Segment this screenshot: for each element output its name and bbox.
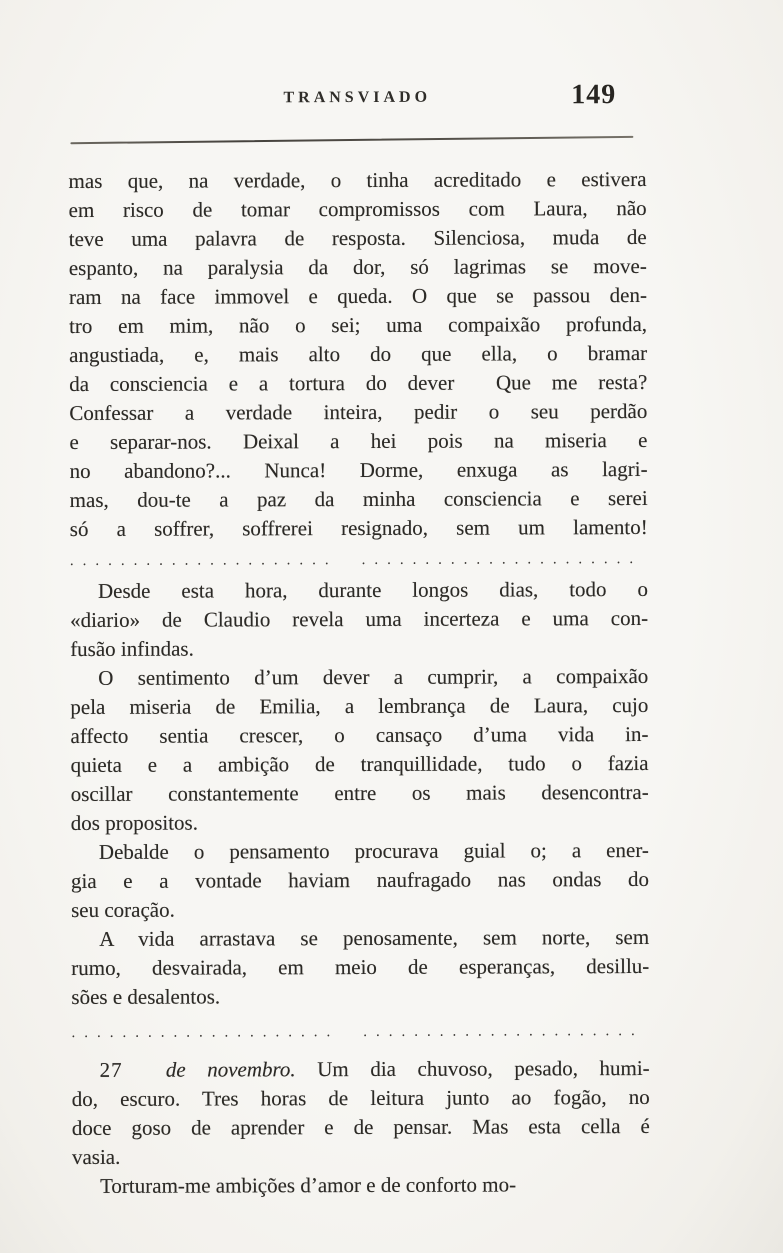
text-line: pela miseria de Emilia, a lembrança de Laura, cujo xyxy=(70,692,649,719)
text-line xyxy=(72,1054,650,1085)
text-line: «diario» de Claudio revela uma incerteza e uma con- xyxy=(70,605,649,632)
diary-date-number: 27 xyxy=(99,1057,123,1082)
dots-separator-1: ..................... ...................... xyxy=(69,550,643,569)
text-line: Torturam-me ambições d’amor e de conforto mo- xyxy=(100,1172,517,1198)
text-line: tro em mim, não o sei; uma compaixão profunda, xyxy=(68,311,648,338)
diary-first-line-text: Um dia chuvoso, pesado, humi- xyxy=(317,1055,650,1081)
text-line: e separar-nos. Deixal a hei pois na miseria e xyxy=(69,427,648,454)
text-line: sões e desalentos. xyxy=(71,984,221,1009)
page-header xyxy=(68,79,646,118)
text-line: quieta e a ambição de tranquillidade, tudo o fazia xyxy=(70,750,649,777)
running-title: TRANSVIADO xyxy=(283,88,432,107)
paragraph-1 xyxy=(68,165,647,544)
text-line: da consciencia e a tortura do dever Que me resta? xyxy=(69,369,648,396)
text-line: rumo, desvairada, em meio de esperanças, desillu- xyxy=(71,953,650,980)
text-line: A vida arrastava se penosamente, sem norte, sem xyxy=(99,924,650,951)
dots-separator-2: ..................... ...................... xyxy=(71,1022,644,1041)
text-line: angustiada, e, mais alto do que ella, o bramar xyxy=(69,340,648,367)
paragraph-5 xyxy=(71,923,649,1012)
text-line: mas, dou-te a paz da minha consciencia e serei xyxy=(69,485,648,512)
paragraph-3 xyxy=(70,662,649,838)
diary-date: de novembro. xyxy=(165,1057,296,1082)
text-line: do, escuro. Tres horas de leitura junto ao fogão, no xyxy=(71,1084,650,1111)
text-line: Confessar a verdade inteira, pedir o seu perdão xyxy=(69,398,648,425)
page-content xyxy=(68,0,650,1201)
paragraph-7 xyxy=(72,1170,650,1201)
text-line: O sentimento d’um dever a cumprir, a compaixão xyxy=(98,663,649,690)
page-number: 149 xyxy=(571,79,617,111)
text-line: em risco de tomar compromissos com Laura, não xyxy=(68,195,647,222)
paragraph-6 xyxy=(72,1054,650,1172)
text-line: oscillar constantemente entre os mais desencontra- xyxy=(70,779,649,806)
text-line: mas que, na verdade, o tinha acreditado e estivera xyxy=(68,166,647,193)
text-line: seu coração. xyxy=(71,897,175,922)
text-line: dos propositos. xyxy=(70,810,199,835)
text-line: affecto sentia crescer, o cansaço d’uma vida in- xyxy=(70,721,649,748)
header-rule xyxy=(70,136,633,144)
text-line: teve uma palavra de resposta. Silenciosa, muda de xyxy=(68,224,647,251)
text-line: ram na face immovel e queda. O que se passou den- xyxy=(68,282,647,309)
paragraph-4 xyxy=(71,836,649,925)
text-line: só a soffrer, soffrerei resignado, sem um lamento! xyxy=(69,514,648,541)
text-line: fusão infindas. xyxy=(70,636,194,661)
body-text xyxy=(68,165,650,1201)
text-line: no abandono?... Nunca! Dorme, enxuga as lagri- xyxy=(69,456,648,483)
text-line: vasia. xyxy=(71,1144,121,1169)
text-line: espanto, na paralysia da dor, só lagrimas se move- xyxy=(68,253,647,280)
text-line: Debalde o pensamento procurava guial o; a ener- xyxy=(98,837,649,864)
text-line: doce goso de aprender e de pensar. Mas esta cella é xyxy=(71,1113,650,1140)
paragraph-2 xyxy=(70,575,648,664)
text-line: gia e a vontade haviam naufragado nas ondas do xyxy=(70,866,650,893)
text-line: Desde esta hora, durante longos dias, todo o xyxy=(97,576,649,603)
